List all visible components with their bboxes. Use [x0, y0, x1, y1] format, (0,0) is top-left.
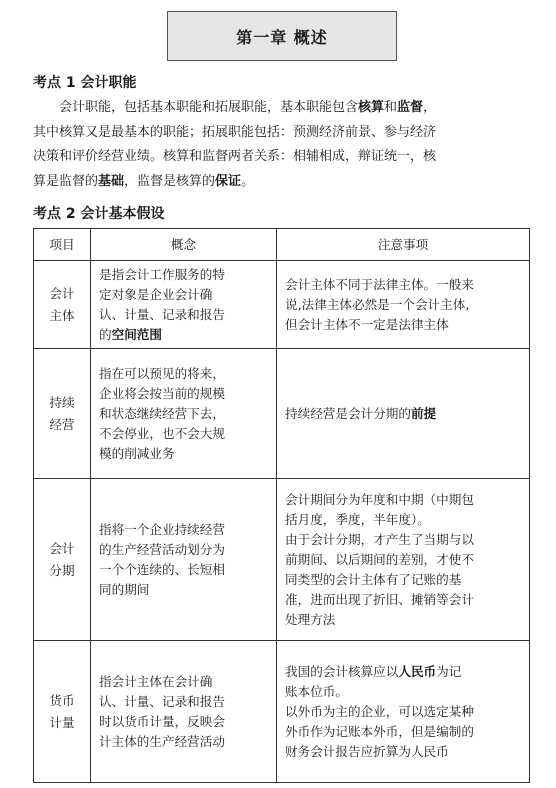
bold-term: 空间范围 [111, 326, 162, 342]
concept-line [99, 732, 270, 752]
text-run: 企业将会按当前的规模 [99, 385, 225, 401]
cell-concept [91, 479, 277, 641]
cell-item [34, 261, 91, 349]
header-notes: 注意事项 [277, 229, 530, 261]
text-run: 。 [241, 173, 255, 189]
concept-line [99, 404, 270, 424]
concept-text [91, 670, 276, 754]
notes-text [277, 488, 529, 632]
text-run: 决策和评价经营业绩。核算和监督两者关系：相辅相成，辩证统一，核 [33, 149, 437, 164]
notes-line [285, 662, 523, 682]
paragraph-line [33, 96, 529, 121]
concept-line [99, 520, 270, 540]
text-run: 定对象是企业会计确 [99, 286, 213, 302]
text-run: 指会计主体在会计确 [99, 673, 213, 689]
text-run: 不会停业，也不会大规 [99, 425, 225, 441]
concept-line [99, 325, 270, 345]
concept-text [91, 263, 276, 347]
notes-text [277, 273, 529, 337]
text-run: 为记 [436, 663, 462, 679]
text-run: 前期间、以后期间的差别，才使不 [285, 551, 474, 567]
notes-line [285, 490, 523, 510]
text-run: 持续经营是会计分期的 [285, 405, 411, 421]
item-label: 会计 [49, 540, 75, 556]
notes-text [277, 660, 529, 764]
header-concept: 概念 [91, 229, 277, 261]
text-run: 会计主体不同于法律主体。一般来 [285, 276, 474, 292]
text-run: 准，进而出现了折旧、摊销等会计 [285, 591, 474, 607]
notes-line [285, 275, 523, 295]
text-run: 账本位币。 [285, 683, 348, 699]
section2-heading: 考点 2 会计基本假设 [33, 206, 165, 222]
concept-line [99, 580, 270, 600]
item-label: 持续 [49, 394, 75, 410]
text-run: 其中核算又是最基本的职能；拓展职能包括：预测经济前景、参与经济 [33, 124, 437, 140]
concept-line [99, 672, 270, 692]
cell-notes [277, 479, 530, 641]
concept-line [99, 692, 270, 712]
item-label: 计量 [49, 714, 75, 730]
assumptions-table [33, 228, 530, 783]
text-run: 认、计量、记录和报告 [99, 693, 225, 709]
text-run: 处理方法 [285, 611, 336, 627]
item-label: 主体 [49, 307, 75, 323]
item-label: 经营 [49, 416, 75, 432]
text-run: 时以货币计量，反映会 [99, 713, 225, 729]
chapter-title: 第一章 概述 [236, 27, 328, 47]
cell-item [34, 479, 91, 641]
text-run: 一个个连续的、长短相 [99, 561, 225, 577]
text-run: 以外币为主的企业，可以选定某种 [285, 703, 474, 719]
text-run: 指将一个企业持续经营 [99, 521, 225, 537]
header-item: 项目 [34, 229, 91, 261]
text-run: 外币作为记账本外币，但是编制的 [285, 723, 474, 739]
notes-line [285, 315, 523, 335]
item-label: 会计 [49, 285, 75, 301]
bold-term: 基础 [98, 173, 125, 189]
concept-line [99, 444, 270, 464]
notes-line [285, 590, 523, 610]
notes-line [285, 404, 523, 424]
notes-line [285, 510, 523, 530]
paragraph-line [33, 145, 529, 170]
concept-line [99, 305, 270, 325]
notes-line [285, 682, 523, 702]
item-label: 分期 [49, 562, 75, 578]
text-run: 会计期间分为年度和中期（中期包 [285, 491, 474, 507]
section1-paragraph [33, 96, 529, 194]
text-run: 和 [384, 100, 398, 115]
bold-term: 保证 [215, 173, 242, 189]
text-run: 会计职能，包括基本职能和拓展职能，基本职能包含 [33, 100, 359, 115]
concept-line [99, 285, 270, 305]
notes-line [285, 295, 523, 315]
concept-line [99, 364, 270, 384]
concept-text [91, 518, 276, 602]
text-run: 认、计量、记录和报告 [99, 306, 225, 322]
text-run: 同的期间 [99, 581, 150, 597]
cell-notes [277, 349, 530, 479]
concept-line [99, 384, 270, 404]
notes-text [277, 402, 529, 426]
table-row [34, 641, 530, 783]
notes-line [285, 530, 523, 550]
cell-concept [91, 641, 277, 783]
bold-term: 监督 [397, 100, 424, 115]
text-run: 的 [99, 326, 112, 342]
paragraph-line [33, 170, 529, 195]
text-run: 由于会计分期，才产生了当期与以 [285, 531, 474, 547]
table-row [34, 261, 530, 349]
notes-line [285, 702, 523, 722]
notes-line [285, 742, 523, 762]
text-run: 括月度，季度，半年度）。 [285, 511, 430, 527]
notes-line [285, 550, 523, 570]
cell-notes [277, 261, 530, 349]
cell-concept [91, 349, 277, 479]
table-row [34, 479, 530, 641]
text-run: 指在可以预见的将来， [99, 365, 225, 381]
paragraph-line [33, 121, 529, 146]
concept-line [99, 424, 270, 444]
notes-line [285, 722, 523, 742]
text-run: 财务会计报告应折算为人民币 [285, 743, 449, 759]
bold-term: 核算 [358, 100, 385, 115]
item-label: 货币 [49, 692, 75, 708]
section1-heading: 考点 1 会计职能 [33, 75, 137, 91]
notes-line [285, 610, 523, 630]
table-row [34, 349, 530, 479]
concept-line [99, 560, 270, 580]
text-run: 说,法律主体必然是一个会计主体, [285, 296, 470, 312]
text-run: 是指会计工作服务的特 [99, 266, 225, 282]
text-run: 算是监督的 [33, 173, 99, 189]
text-run: 和状态继续经营下去， [99, 405, 225, 421]
text-run: 同类型的会计主体有了记账的基 [285, 571, 462, 587]
cell-item [34, 349, 91, 479]
text-run: 的生产经营活动划分为 [99, 541, 225, 557]
text-run: ， [423, 100, 437, 115]
text-run: 我国的会计核算应以 [285, 663, 399, 679]
concept-line [99, 265, 270, 285]
cell-item [34, 641, 91, 783]
cell-notes [277, 641, 530, 783]
cell-concept [91, 261, 277, 349]
bold-term: 前提 [410, 405, 437, 421]
text-run: 计主体的生产经营活动 [99, 733, 225, 749]
text-run: ，监督是核算的 [124, 173, 216, 189]
notes-line [285, 570, 523, 590]
text-run: 模的削减业务 [99, 445, 175, 461]
table-header-row [34, 229, 530, 261]
concept-line [99, 712, 270, 732]
concept-line [99, 540, 270, 560]
bold-term: 人民币 [398, 663, 437, 679]
chapter-title-box [167, 11, 397, 61]
text-run: 但会计主体不一定是法律主体 [285, 316, 449, 332]
concept-text [91, 362, 276, 466]
